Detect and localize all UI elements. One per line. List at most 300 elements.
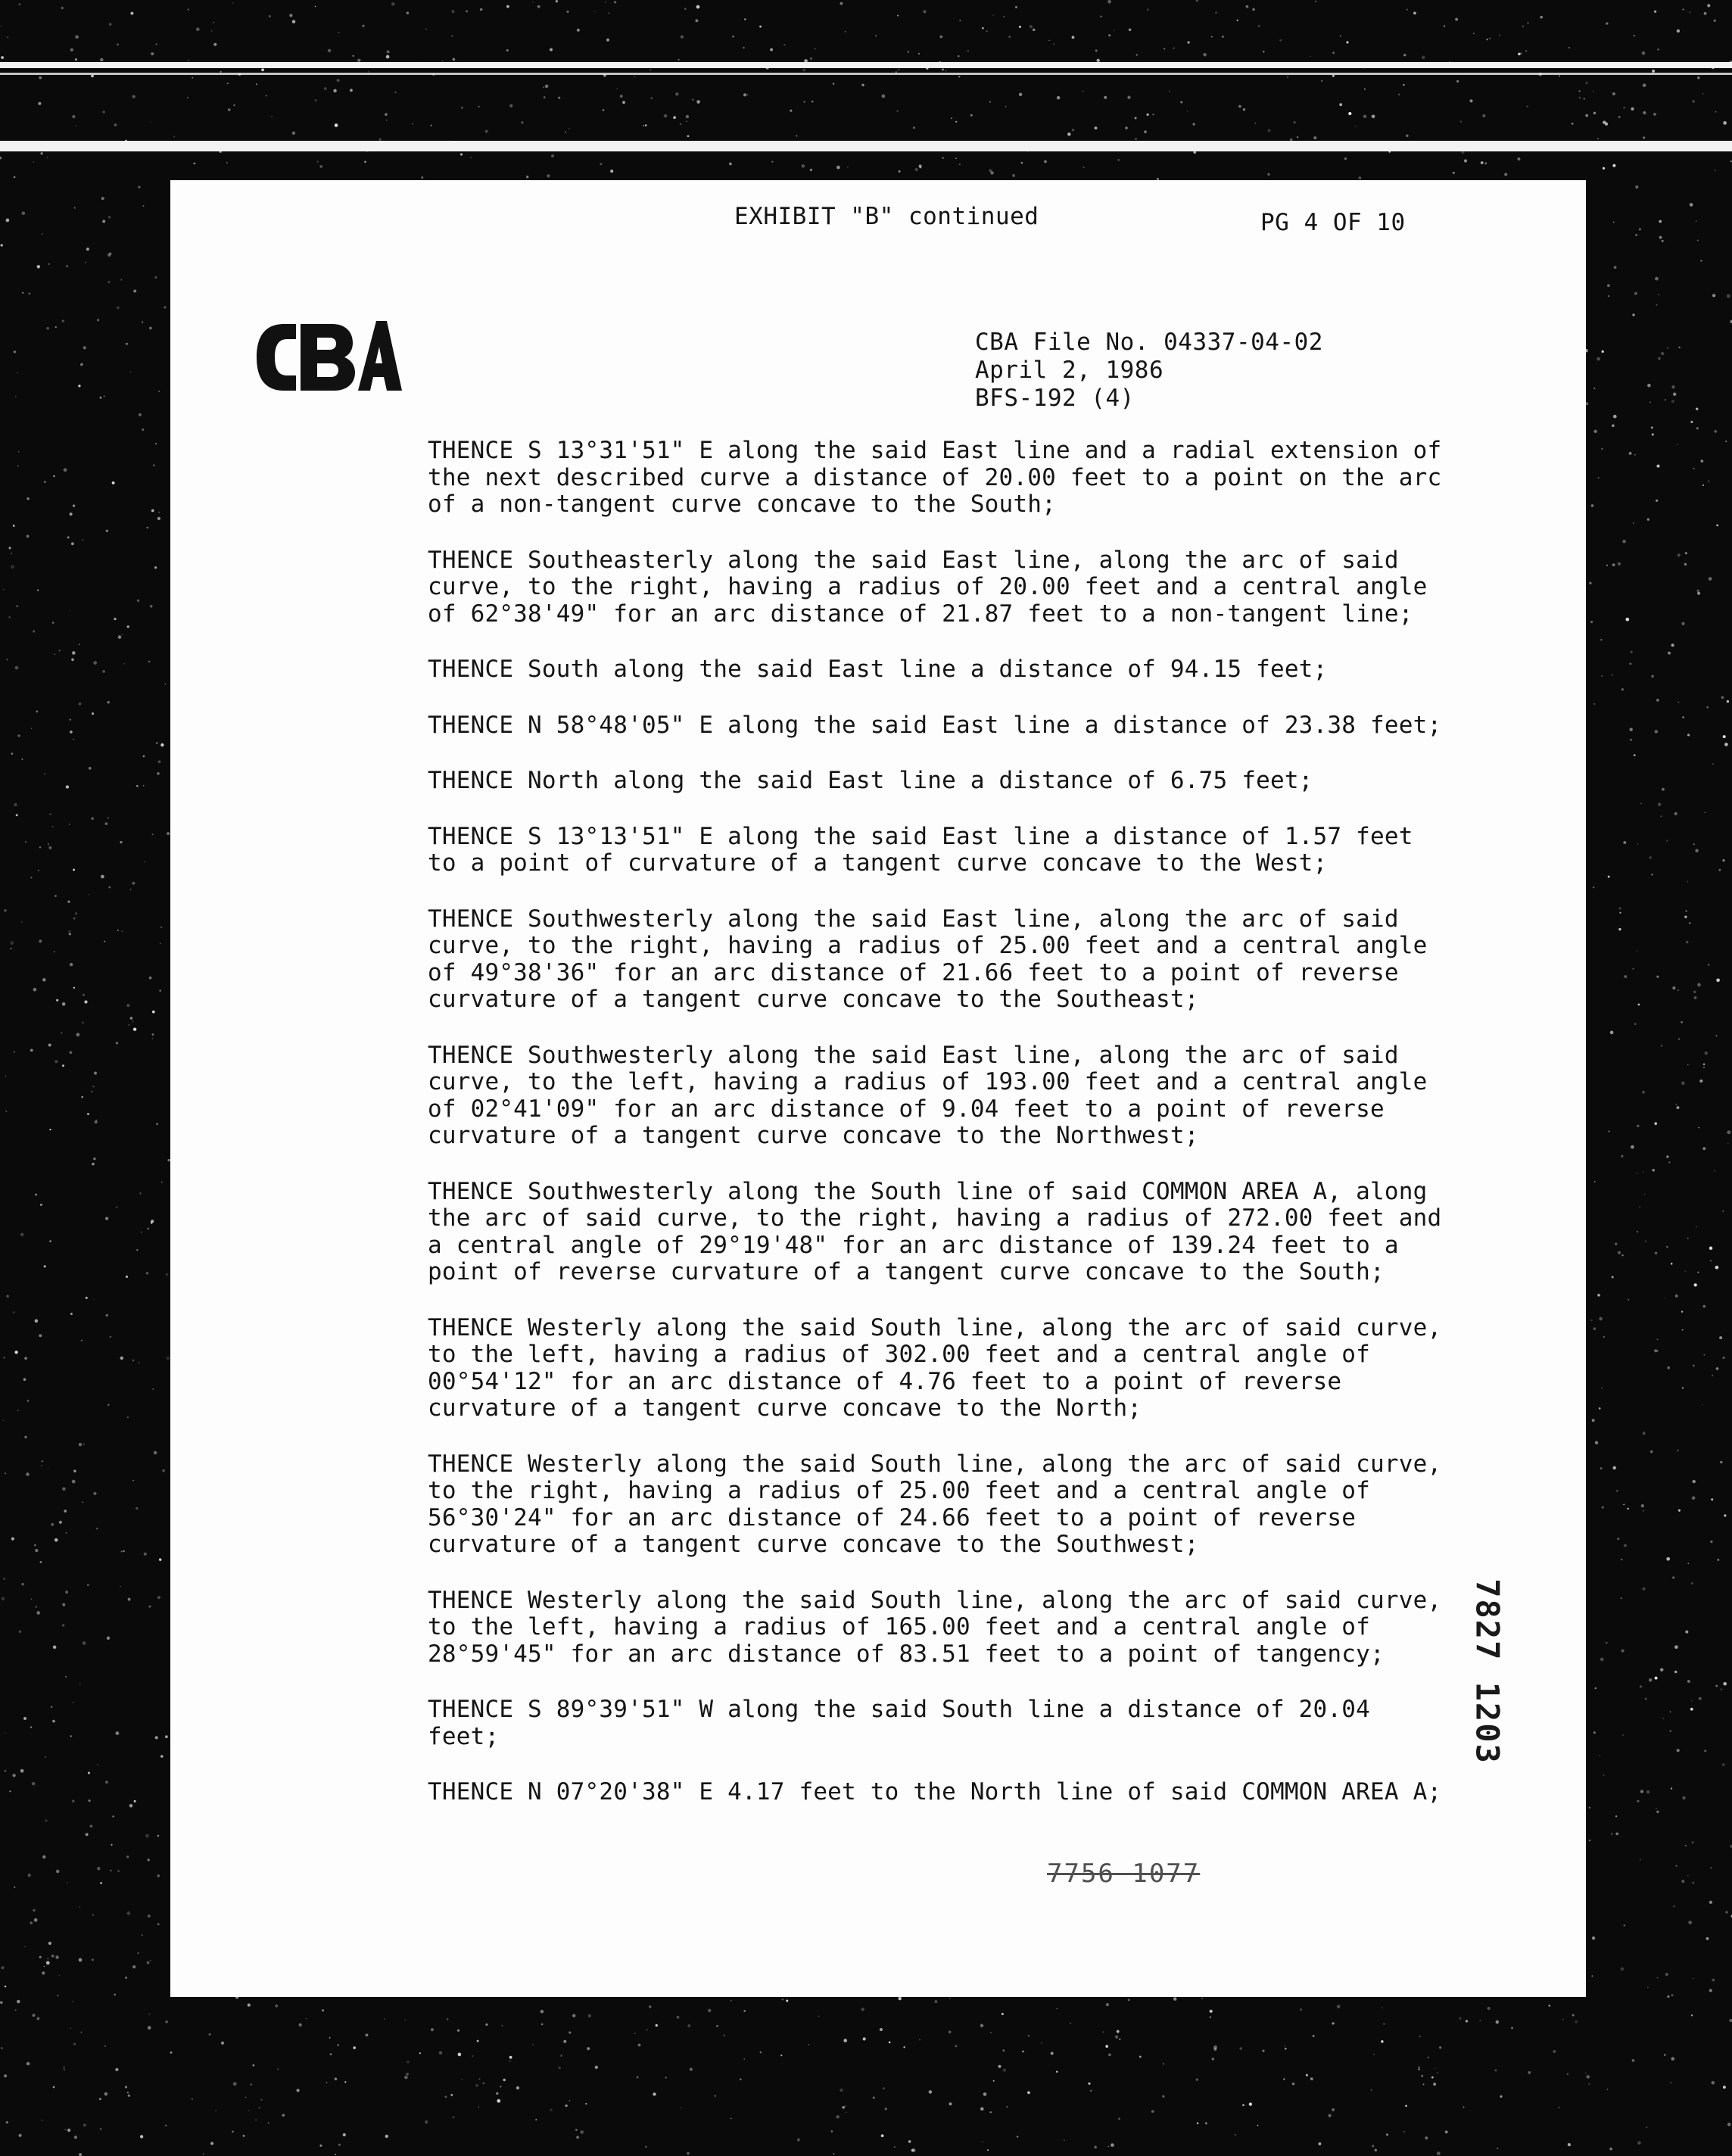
speckle: [1715, 1266, 1719, 1270]
speckle: [67, 901, 70, 903]
speckle: [673, 116, 676, 119]
speckle: [117, 1870, 120, 1872]
speckle: [1593, 1731, 1596, 1734]
speckle: [1294, 121, 1296, 123]
speckle: [1709, 1989, 1712, 1992]
speckle: [743, 47, 745, 49]
speckle: [72, 1480, 76, 1484]
speckle: [404, 2076, 408, 2080]
speckle: [458, 2053, 462, 2057]
speckle: [509, 104, 512, 107]
speckle: [1661, 1045, 1662, 1047]
speckle: [137, 1952, 139, 1955]
thence-paragraph: [428, 1042, 1487, 1150]
speckle: [1656, 465, 1659, 468]
speckle: [38, 102, 41, 105]
speckle: [1712, 763, 1714, 765]
speckle: [1661, 352, 1664, 355]
paragraph-line: curve, to the right, having a radius of 20.00 feet and a central angle: [428, 573, 1428, 600]
speckle: [550, 2108, 552, 2111]
speckle: [160, 743, 164, 746]
speckle: [1568, 47, 1570, 48]
speckle: [1437, 2072, 1438, 2073]
speckle: [53, 475, 55, 477]
speckle: [643, 125, 644, 126]
speckle: [116, 1731, 120, 1735]
speckle: [167, 1357, 170, 1360]
speckle: [11, 553, 12, 554]
speckle: [26, 2062, 30, 2065]
speckle: [1567, 2073, 1568, 2075]
speckle: [1649, 401, 1651, 403]
speckle: [1222, 36, 1224, 38]
speckle: [1572, 2014, 1575, 2017]
speckle: [1703, 1067, 1706, 1069]
speckle: [696, 100, 700, 104]
speckle: [1704, 12, 1707, 15]
speckle: [4, 1357, 5, 1359]
speckle: [1665, 399, 1666, 400]
speckle: [1003, 16, 1004, 17]
speckle: [509, 2056, 512, 2059]
speckle: [1262, 2050, 1264, 2052]
exhibit-title: EXHIBIT "B" continued: [734, 203, 1039, 230]
speckle: [687, 2024, 690, 2027]
speckle: [1041, 2042, 1042, 2043]
speckle: [425, 2120, 428, 2123]
speckle: [1652, 433, 1654, 435]
speckle: [653, 2092, 656, 2095]
speckle: [120, 1357, 123, 1360]
speckle: [1444, 26, 1445, 27]
speckle: [1724, 743, 1728, 746]
speckle: [1095, 126, 1098, 129]
speckle: [194, 163, 196, 165]
speckle: [1655, 1677, 1658, 1680]
speckle: [1715, 1685, 1718, 1687]
speckle: [156, 1123, 158, 1125]
speckle: [797, 2139, 800, 2142]
speckle: [22, 292, 23, 294]
speckle: [1196, 0, 1198, 2]
speckle: [650, 70, 652, 71]
paragraph-gap: [428, 1014, 1487, 1042]
speckle: [1481, 161, 1484, 164]
speckle: [990, 2032, 991, 2033]
speckle: [26, 534, 30, 537]
speckle: [337, 2044, 339, 2046]
speckle: [1106, 2003, 1109, 2006]
speckle: [44, 1265, 46, 1267]
speckle: [17, 1410, 19, 1411]
speckle: [106, 1314, 108, 1316]
speckle: [1136, 54, 1138, 55]
speckle: [935, 2000, 938, 2003]
speckle: [148, 1915, 151, 1918]
speckle: [729, 162, 732, 165]
speckle: [36, 1606, 37, 1608]
speckle: [908, 51, 909, 52]
speckle: [15, 2009, 17, 2011]
speckle: [343, 2133, 346, 2136]
speckle: [6, 2121, 8, 2123]
speckle: [1108, 34, 1111, 36]
speckle: [1597, 1294, 1600, 1296]
speckle: [54, 654, 55, 656]
speckle: [1658, 357, 1661, 360]
speckle: [1517, 157, 1520, 160]
speckle: [1618, 907, 1621, 909]
speckle: [1621, 688, 1624, 690]
speckle: [19, 1630, 22, 1633]
speckle: [232, 2131, 233, 2133]
speckle: [919, 2039, 921, 2041]
speckle: [1608, 1131, 1609, 1133]
speckle: [1459, 2017, 1461, 2020]
speckle: [802, 164, 805, 168]
speckle: [1637, 1800, 1639, 1802]
speckle: [1615, 1815, 1617, 1817]
speckle: [128, 1024, 129, 1026]
speckle: [1716, 1367, 1719, 1370]
speckle: [151, 509, 154, 513]
speckle: [1605, 123, 1608, 126]
speckle: [107, 281, 110, 283]
speckle: [1406, 135, 1408, 137]
speckle: [1702, 93, 1703, 94]
speckle: [1651, 675, 1654, 678]
speckle: [112, 1815, 114, 1817]
speckle: [143, 756, 145, 758]
speckle: [1022, 2051, 1024, 2053]
speckle: [1525, 50, 1527, 51]
speckle: [1599, 1407, 1601, 1410]
speckle: [1421, 2075, 1423, 2077]
speckle: [124, 663, 125, 664]
speckle: [31, 1599, 33, 1600]
speckle: [1617, 1538, 1619, 1540]
speckle: [537, 5, 540, 8]
speckle: [1072, 129, 1075, 132]
speckle: [62, 319, 64, 322]
speckle: [1693, 468, 1695, 469]
speckle: [337, 79, 340, 82]
speckle: [1697, 590, 1699, 592]
speckle: [150, 1960, 151, 1961]
speckle: [1622, 540, 1626, 544]
speckle: [650, 97, 653, 99]
speckle: [1695, 849, 1698, 852]
speckle: [61, 7, 63, 9]
speckle: [149, 326, 152, 329]
speckle: [74, 2136, 77, 2139]
speckle: [1600, 639, 1603, 641]
speckle: [314, 99, 316, 101]
speckle: [1692, 1842, 1693, 1843]
speckle: [81, 1340, 83, 1341]
speckle: [1621, 1968, 1625, 1971]
speckle: [1674, 812, 1677, 815]
speckle: [1012, 174, 1015, 177]
speckle: [1548, 2005, 1550, 2007]
speckle: [808, 2044, 809, 2045]
speckle: [153, 465, 154, 466]
speckle: [759, 26, 762, 28]
speckle: [1480, 2020, 1481, 2022]
speckle: [1292, 2083, 1294, 2085]
speckle: [28, 1874, 31, 1877]
speckle: [255, 2119, 257, 2120]
speckle: [811, 101, 813, 102]
speckle: [1666, 840, 1668, 842]
speckle: [1283, 2078, 1285, 2080]
speckle: [248, 2004, 251, 2007]
speckle: [1671, 1263, 1673, 1265]
speckle: [49, 1240, 51, 1242]
speckle: [62, 1002, 66, 1006]
speckle: [614, 1, 616, 3]
speckle: [1672, 986, 1675, 989]
speckle: [170, 2052, 173, 2054]
paragraph-line: of 02°41'09" for an arc distance of 9.04 feet to a point of reverse: [428, 1095, 1385, 1123]
speckle: [1606, 1642, 1607, 1643]
speckle: [1641, 1504, 1644, 1507]
speckle: [93, 1157, 95, 1160]
speckle: [1598, 477, 1600, 478]
speckle: [840, 2, 843, 5]
speckle: [1594, 1181, 1596, 1182]
speckle: [645, 2145, 647, 2148]
speckle: [33, 161, 34, 163]
speckle: [1332, 2022, 1334, 2024]
speckle: [1284, 2045, 1285, 2046]
speckle: [516, 2086, 519, 2089]
speckle: [575, 2129, 577, 2130]
speckle: [833, 2153, 834, 2154]
file-number: CBA File No. 04337-04-02: [975, 329, 1323, 356]
speckle: [1696, 427, 1699, 429]
speckle: [67, 2129, 70, 2132]
speckle: [112, 481, 115, 484]
speckle: [96, 1528, 98, 1529]
speckle: [637, 2077, 639, 2079]
speckle: [461, 2079, 462, 2080]
speckle: [66, 785, 69, 788]
speckle: [128, 2095, 130, 2097]
speckle: [104, 2045, 106, 2047]
speckle: [4, 909, 6, 912]
speckle: [107, 253, 111, 257]
speckle: [503, 2079, 505, 2081]
speckle: [716, 2025, 718, 2027]
speckle: [1017, 2136, 1018, 2137]
speckle: [1647, 519, 1649, 521]
speckle: [1716, 525, 1718, 527]
speckle: [1625, 618, 1629, 622]
speckle: [145, 1834, 149, 1838]
speckle: [818, 2015, 820, 2017]
speckle: [1716, 1035, 1718, 1036]
speckle: [1719, 1336, 1722, 1339]
speckle: [319, 2145, 322, 2147]
speckle: [52, 622, 54, 623]
speckle: [1678, 1038, 1681, 1040]
speckle: [253, 2064, 255, 2067]
speckle: [35, 1194, 37, 1196]
speckle: [1714, 430, 1717, 433]
speckle: [665, 2077, 667, 2079]
speckle: [645, 124, 647, 126]
speckle: [1445, 2130, 1448, 2133]
speckle: [1684, 915, 1687, 918]
speckle: [30, 1726, 32, 1728]
speckle: [11, 752, 14, 755]
speckle: [1682, 1796, 1686, 1800]
speckle: [1697, 592, 1700, 595]
speckle: [1702, 1147, 1706, 1150]
speckle: [64, 468, 67, 472]
speckle: [100, 58, 104, 62]
speckle: [315, 6, 316, 7]
speckle: [1677, 30, 1680, 33]
speckle: [569, 2100, 570, 2101]
speckle: [526, 176, 528, 178]
speckle: [506, 5, 509, 8]
speckle: [268, 2122, 269, 2123]
speckle: [684, 8, 687, 11]
speckle: [47, 1958, 48, 1959]
speckle: [840, 2089, 843, 2092]
scan-second-rule: [0, 141, 1732, 151]
paragraph-gap: [428, 1150, 1487, 1179]
speckle: [894, 2146, 896, 2148]
speckle: [595, 2066, 598, 2069]
speckle: [69, 824, 70, 825]
speckle: [275, 2005, 278, 2008]
speckle: [1700, 260, 1702, 262]
speckle: [127, 2092, 129, 2093]
speckle: [634, 2033, 636, 2034]
speckle: [282, 2114, 285, 2117]
speckle: [425, 29, 426, 30]
speckle: [861, 84, 864, 86]
speckle: [1630, 728, 1633, 731]
speckle: [1, 1966, 4, 1969]
speckle: [1358, 176, 1361, 179]
speckle: [1151, 2110, 1154, 2113]
speckle: [987, 2149, 989, 2151]
speckle: [24, 1436, 27, 1439]
speckle: [324, 87, 327, 90]
paragraph-gap: [428, 877, 1487, 906]
speckle: [101, 197, 104, 200]
speckle: [1237, 20, 1238, 21]
speckle: [1238, 105, 1241, 108]
speckle: [73, 987, 75, 989]
speckle: [1712, 2081, 1715, 2085]
speckle: [92, 1915, 94, 1916]
speckle: [233, 2082, 237, 2086]
speckle: [1306, 2074, 1308, 2077]
speckle: [970, 114, 973, 117]
speckle: [292, 132, 295, 135]
speckle: [1677, 1106, 1680, 1109]
speckle: [551, 154, 554, 157]
scan-top-rule-thin: [0, 73, 1732, 75]
speckle: [897, 111, 899, 112]
speckle: [980, 2024, 983, 2027]
speckle: [1725, 441, 1727, 442]
speckle: [93, 661, 97, 665]
speckle: [62, 1603, 65, 1606]
speckle: [83, 1641, 86, 1645]
speckle: [130, 889, 131, 890]
speckle: [475, 2084, 478, 2087]
speckle: [14, 176, 15, 178]
speckle: [1100, 16, 1101, 17]
speckle: [796, 136, 797, 137]
paragraph-gap: [428, 1286, 1487, 1315]
speckle: [92, 1958, 94, 1961]
speckle: [49, 813, 51, 815]
speckle: [1117, 2030, 1120, 2033]
speckle: [1664, 2054, 1665, 2055]
cba-logo-c: [257, 324, 296, 391]
speckle: [57, 1995, 59, 1997]
speckle: [1606, 22, 1608, 24]
speckle: [65, 1676, 67, 1678]
speckle: [744, 18, 746, 20]
speckle: [1694, 996, 1697, 999]
speckle: [157, 1874, 160, 1877]
speckle: [107, 701, 109, 703]
thence-paragraph: [428, 1696, 1487, 1750]
speckle: [1607, 2089, 1609, 2090]
speckle: [1692, 1480, 1695, 1483]
speckle: [271, 116, 272, 117]
speckle: [142, 205, 144, 207]
speckle: [108, 886, 111, 889]
speckle: [44, 773, 45, 774]
page-number: PG 4 OF 10: [1260, 209, 1406, 236]
speckle: [1169, 90, 1170, 92]
speckle: [395, 92, 397, 93]
speckle: [54, 951, 55, 952]
speckle: [444, 2095, 447, 2098]
thence-paragraph: [428, 547, 1487, 628]
speckle: [1637, 2141, 1640, 2144]
speckle: [37, 590, 39, 591]
speckle: [1595, 1687, 1596, 1689]
speckle: [608, 12, 609, 14]
speckle: [690, 2067, 693, 2070]
speckle: [1654, 11, 1656, 13]
speckle: [83, 1444, 85, 1445]
speckle: [1656, 1811, 1659, 1814]
speckle: [1624, 107, 1625, 109]
speckle: [923, 10, 926, 13]
speckle: [955, 2045, 957, 2047]
speckle: [955, 121, 957, 123]
speckle: [1621, 1650, 1625, 1653]
speckle: [913, 126, 915, 129]
speckle: [1398, 94, 1400, 95]
speckle: [1135, 138, 1136, 139]
speckle: [1634, 754, 1636, 756]
speckle: [1152, 114, 1154, 115]
speckle: [1660, 1668, 1664, 1672]
paragraph-line: 56°30'24" for an arc distance of 24.66 feet to a point of reverse: [428, 1503, 1357, 1531]
